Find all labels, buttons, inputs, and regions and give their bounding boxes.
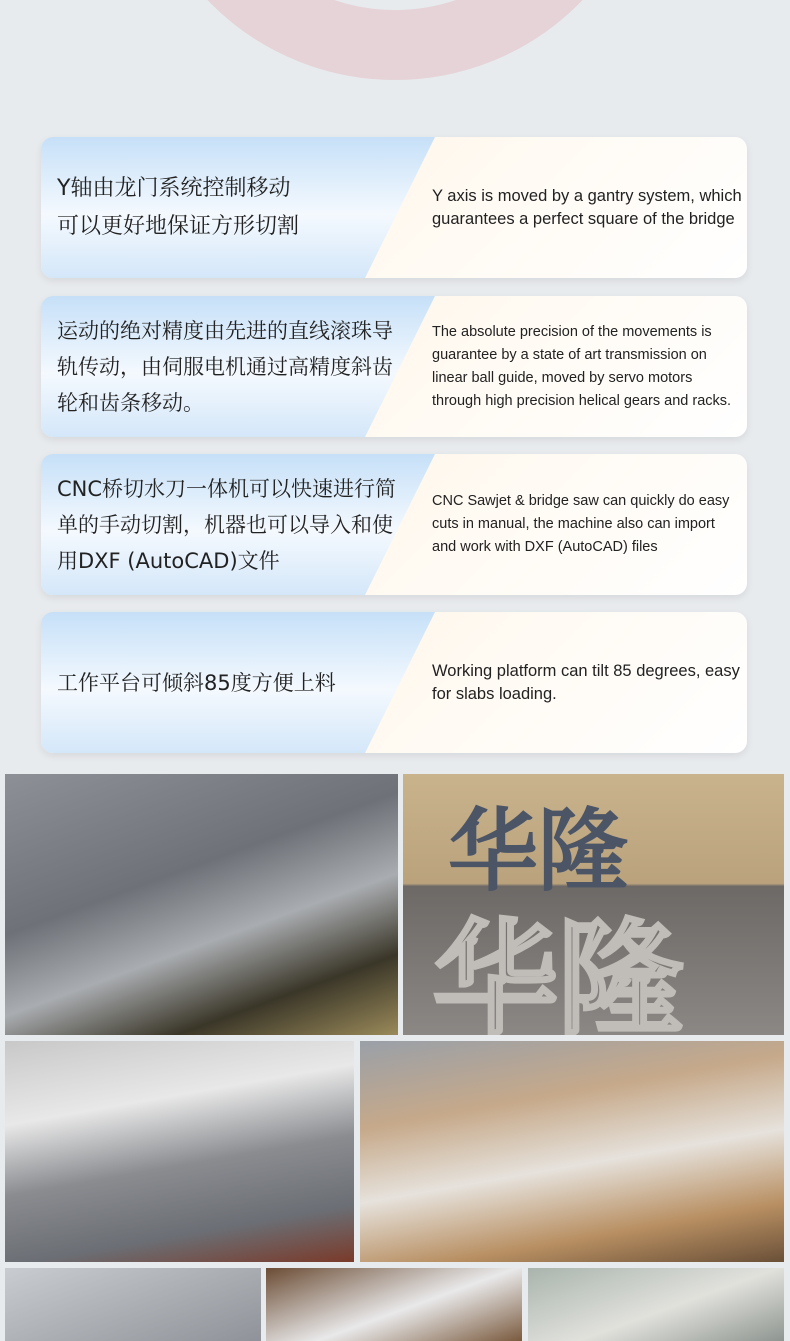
feature-cn-text: Y轴由龙门系统控制移动 可以更好地保证方形切割: [57, 175, 300, 239]
photo-carved-relief: [360, 1041, 784, 1262]
watermark-logo: [150, 0, 640, 95]
feature-card-gantry: [41, 137, 747, 278]
feature-cn-text: 运动的绝对精度由先进的直线滚珠导轨传动，由伺服电机通过高精度斜齿轮和齿条移动。: [57, 318, 393, 415]
feature-en-text: Y axis is moved by a gantry system, which guarantees a perfect square of the bridge: [432, 186, 742, 228]
feature-card-precision: [41, 296, 747, 437]
photo-edge-profile: [5, 1268, 261, 1341]
photo-marble-column: [266, 1268, 522, 1341]
feature-card-dxf: [41, 454, 747, 595]
photo-stone-sculpture: [528, 1268, 784, 1341]
feature-cn-text: 工作平台可倾斜85度方便上料: [57, 670, 336, 695]
feature-card-tilt: [41, 612, 747, 753]
photo-engraved-characters: [403, 774, 784, 1035]
feature-cn-text: CNC桥切水刀一体机可以快速进行简单的手动切割，机器也可以导入和使用DXF (AutoCAD)文件: [57, 476, 397, 573]
feature-en-text: Working platform can tilt 85 degrees, easy for slabs loading.: [432, 661, 740, 703]
photo-saw-blade: [5, 1041, 354, 1262]
photo-stone-cutting-slab: [5, 774, 398, 1035]
engraved-text-outline: 华隆: [433, 908, 683, 1035]
feature-en-text: CNC Sawjet & bridge saw can quickly do easy cuts in manual, the machine also can import and work with DXF (AutoCAD) files: [432, 493, 730, 555]
engraved-text: 华隆: [448, 799, 628, 904]
feature-en-text: The absolute precision of the movements is guarantee by a state of art transmission on linear ball guide, moved by servo motors through high precision helical gears and racks.: [432, 323, 732, 409]
